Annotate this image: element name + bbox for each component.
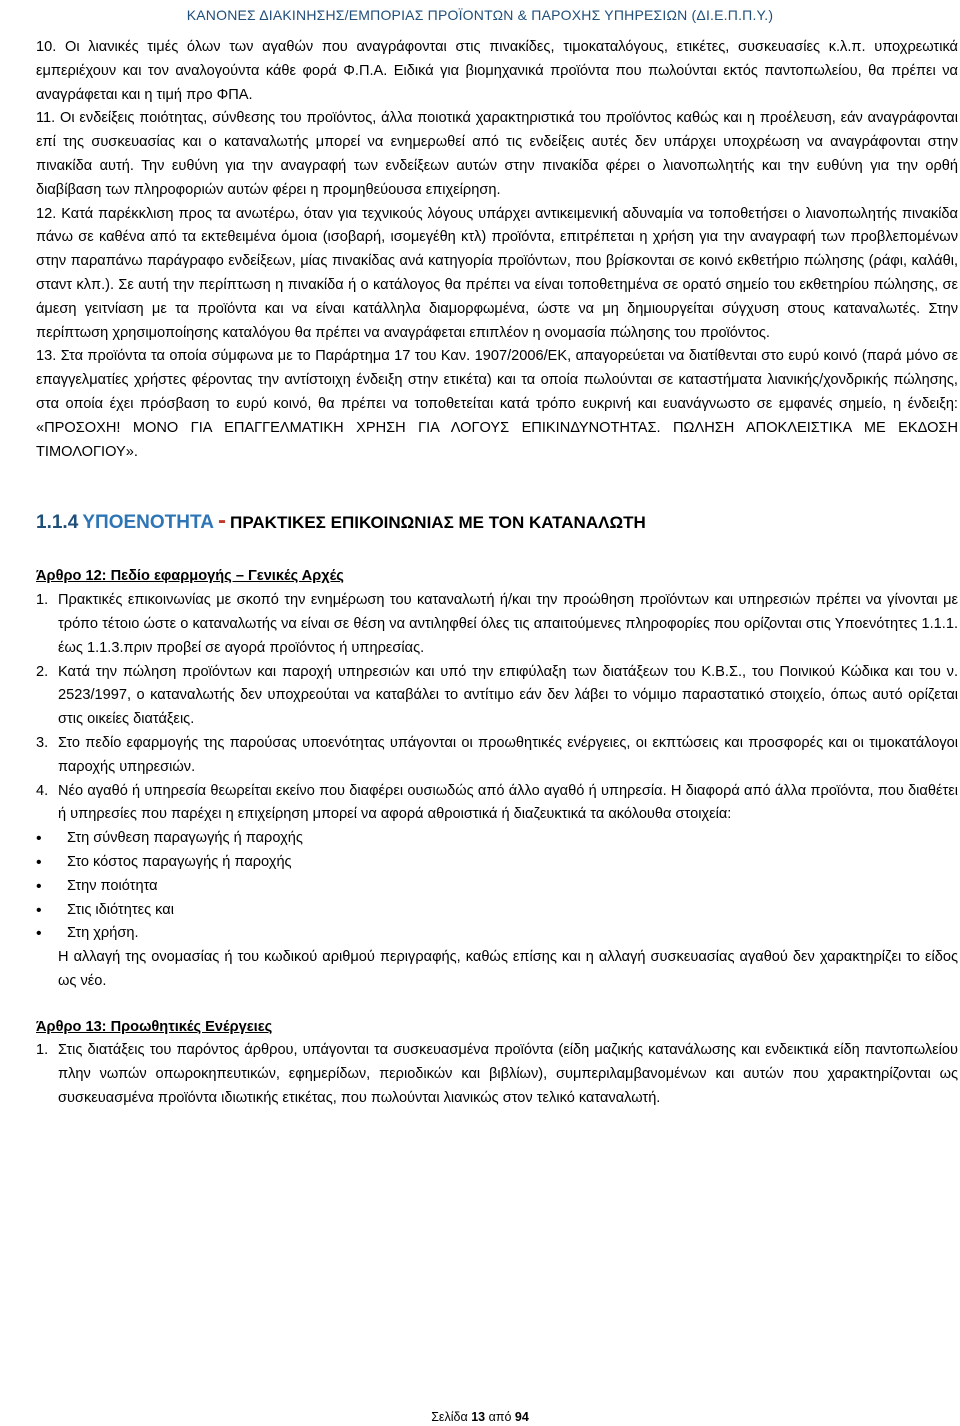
current-page: 13 xyxy=(471,1410,486,1424)
section-heading xyxy=(36,506,958,539)
paragraph-11: 11. Οι ενδείξεις ποιότητας, σύνθεσης του προϊόντος, άλλα ποιοτικά χαρακτηριστικά του προϊόντος καθώς και η προέλευση, εάν αναγράφονται επί της συσκευασίας και ο καταναλωτής μπορεί να ενημερωθεί από τις ενδείξεις αυτές δεν υπάρχει υποχρέωση να αναγράφονται στην πινακίδα αυτή. Την ευθύνη για την αναγραφή των ενδείξεων αυτών στην πινακίδα φέρει ο λιανοπωλητής και την ευθύνη για την ορθή διαβίβαση των πληροφοριών αυτών φέρει η προμηθεύουσα επιχείρηση. xyxy=(36,110,958,198)
total-pages: 94 xyxy=(514,1410,529,1424)
article-12-item: 4. Νέο αγαθό ή υπηρεσία θεωρείται εκείνο που διαφέρει ουσιωδώς από άλλο αγαθό ή υπηρεσία. Η διαφορά από άλλα προϊόντα, που διαθέτει ή υπηρεσίες που παρέχει η επιχείρηση μπορεί να αφορά αθροιστικά ή διαζευκτικά τα ακόλουθα στοιχεία: xyxy=(36,782,958,823)
paragraph-12: 12. Κατά παρέκκλιση προς τα ανωτέρω, όταν για τεχνικούς λόγους υπάρχει αντικειμενική αδυναμία να τοποθετήσει ο λιανοπωλητής πινακίδα πάνω σε καθένα από τα εκτεθειμένα όμοια (ισοβαρή, ισομεγέθη κτλ) προϊόντα, επιτρέπεται η χρήση για την αναγραφή των προβλεπομένων στην παραπάνω παράγραφο ενδείξεων, μίας πινακίδας ανά κατηγορία προϊόντων, που βρίσκονται σε κοινό εκθετήριο πώλησης (ράφι, καλάθι, σταντ κλπ.). Σε αυτή την περίπτωση η πινακίδα ή ο κατάλογος θα πρέπει να είναι τοποθετημένα σε ορατό σημείο του εκθετηρίου πώλησης, σε άμεση γειτνίαση με τα προϊόντα και να είναι κατάλληλα διαμορφωμένα, ώστε να μη δημιουργείται σύγχυση στους καταναλωτές. Στην περίπτωση χρησιμοποίησης καταλόγου θα πρέπει να αναγράφεται επιπλέον η ονομασία πώλησης του προϊόντος. xyxy=(36,205,958,341)
section-subtitle: ΠΡΑΚΤΙΚΕΣ ΕΠΙΚΟΙΝΩΝΙΑΣ ΜΕ ΤΟΝ ΚΑΤΑΝΑΛΩΤΗ xyxy=(230,513,646,533)
criteria-list xyxy=(36,827,958,946)
paragraph-13: 13. Στα προϊόντα τα οποία σύμφωνα με το Παράρτημα 17 του Καν. 1907/2006/ΕΚ, απαγορεύεται να διατίθενται στο ευρύ κοινό (παρά μόνο σε επαγγελματίες χρήστες φέροντας την αντίστοιχη ένδειξη στην ετικέτα) και τα οποία πωλούνται σε καταστήματα λιανικής/χονδρικής πώλησης, στα οποία έχει πρόσβαση το ευρύ κοινό, θα πρέπει να τοποθετείται κατά τρόπο ευκρινή και ευανάγνωστο σε εμφανές σημείο, η ένδειξη: «ΠΡΟΣΟΧΗ! ΜΟΝΟ ΓΙΑ ΕΠΑΓΓΕΛΜΑΤΙΚΗ ΧΡΗΣΗ ΓΙΑ ΛΟΓΟΥΣ ΕΠΙΚΙΝΔΥΝΟΤΗΤΑΣ. ΠΩΛΗΣΗ ΑΠΟΚΛΕΙΣΤΙΚΑ ΜΕ ΕΚΔΟΣΗ ΤΙΜΟΛΟΓΙΟΥ». xyxy=(36,348,958,460)
page-content xyxy=(36,36,958,1111)
article-12-item: 1. Πρακτικές επικοινωνίας με σκοπό την ενημέρωση του καταναλωτή ή/και την προώθηση προϊόντων και υπηρεσιών πρέπει να γίνονται με τρόπο τέτοιο ώστε ο καταναλωτής να είναι σε θέση να αντιληφθεί όλες τις απαιτούμενες πληροφορίες που ορίζονται στις Υποενότητες 1.1.1. έως 1.1.3.πριν προβεί σε αγορά προϊόντος ή υπηρεσίας. xyxy=(36,592,958,656)
article-12-item: 3. Στο πεδίο εφαρμογής της παρούσας υποενότητας υπάγονται οι προωθητικές ενέργειες, οι εκπτώσεις και προσφορές και οι τιμοκατάλογοι παροχής υπηρεσιών. xyxy=(36,734,958,775)
list-item: • Στο κόστος παραγωγής ή παροχής xyxy=(36,851,958,875)
article-13-item: 1. Στις διατάξεις του παρόντος άρθρου, υπάγονται τα συσκευασμένα προϊόντα (είδη μαζικής κατανάλωσης και ενδεικτικά είδη παντοπωλείου πλην νωπών οπωροκηπευτικών, εφημερίδων, περιοδικών και βιβλίων), συμπεριλαμβανομένων και αυτών που χαρακτηρίζονται ως συσκευασμένα προϊόντα ιδιωτικής ετικέτας, που πωλούνται λιανικώς στον τελικό καταναλωτή. xyxy=(36,1042,958,1107)
article-12-item: 2. Κατά την πώληση προϊόντων και παροχή υπηρεσιών και υπό την επιφύλαξη των διατάξεων του Κ.Β.Σ., του Ποινικού Κώδικα και του ν. 2523/1997, ο καταναλωτής δεν υποχρεούται να καταβάλει το αντίτιμο εάν δεν λάβει το νόμιμο παραστατικό στοιχείο, όπως αυτό ορίζεται στις οικείες διατάξεις. xyxy=(36,663,958,728)
section-dash: - xyxy=(217,507,226,535)
section-number: 1.1.4 xyxy=(36,512,79,534)
list-item: • Στην ποιότητα xyxy=(36,875,958,899)
running-header: ΚΑΝΟΝΕΣ ΔΙΑΚΙΝΗΣΗΣ/ΕΜΠΟΡΙΑΣ ΠΡΟΪΟΝΤΩΝ & ΠΑΡΟΧΗΣ ΥΠΗΡΕΣΙΩΝ (ΔΙ.Ε.Π.Π.Υ.) xyxy=(186,7,774,23)
article-12-closing: Η αλλαγή της ονομασίας ή του κωδικού αριθμού περιγραφής, καθώς επίσης και η αλλαγή συσκευασίας αγαθού δεν χαρακτηρίζει το είδος ως νέο. xyxy=(58,949,958,989)
paragraph-10: 10. Οι λιανικές τιμές όλων των αγαθών που αναγράφονται στις πινακίδες, τιμοκαταλόγους, ετικέτες, συσκευασίες κ.λ.π. υποχρεωτικά εμπεριέχουν και τον αναλογούντα κάθε φορά Φ.Π.Α. Ειδικά για βιομηχανικά προϊόντα που πωλούνται εκτός παντοπωλείου, θα πρέπει να αναγράφεται και η τιμή προ ΦΠΑ. xyxy=(36,39,958,103)
article-12-heading: Άρθρο 12: Πεδίο εφαρμογής – Γενικές Αρχές xyxy=(36,568,344,585)
section-title: ΥΠΟΕΝΟΤΗΤΑ xyxy=(82,512,214,534)
list-item: • Στη σύνθεση παραγωγής ή παροχής xyxy=(36,827,958,851)
list-item: • Στη χρήση. xyxy=(36,922,958,946)
list-item: • Στις ιδιότητες και xyxy=(36,899,958,923)
article-13-heading: Άρθρο 13: Προωθητικές Ενέργειες xyxy=(36,1018,273,1035)
page-footer: Σελίδα 13 από 94 xyxy=(431,1410,529,1424)
